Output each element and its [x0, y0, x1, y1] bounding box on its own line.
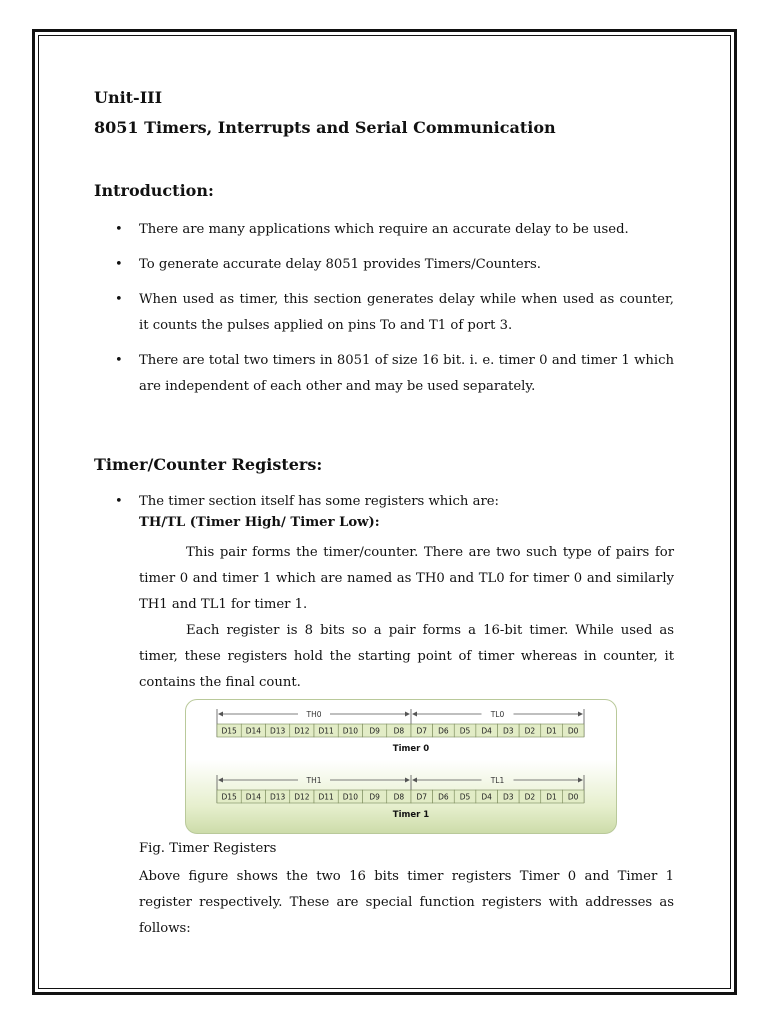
bit-label: D9	[369, 792, 380, 802]
low-register-label: TL1	[490, 776, 505, 785]
pair-description-paragraph: This pair forms the timer/counter. There are two such type of pairs for timer 0 and timer 1 which are named as TH0 and TL0 for timer 0 and similarly TH1 and TL1 for timer 1.	[139, 545, 674, 612]
bit-label: D1	[546, 726, 557, 736]
registers-heading: Timer/Counter Registers:	[94, 455, 323, 474]
list-item: • There are total two timers in 8051 of size 16 bit. i. e. timer 0 and timer 1 which are independent of each other and may be used separately.	[139, 348, 674, 400]
list-item: • When used as timer, this section generates delay while when used as counter, it counts the pulses applied on pins To and T1 of port 3.	[139, 287, 674, 339]
high-register-label: TH0	[306, 710, 322, 719]
bit-label: D2	[524, 726, 536, 736]
arrow-right-icon	[405, 778, 410, 783]
arrow-right-icon	[578, 712, 583, 717]
bit-label: D2	[524, 792, 536, 802]
chapter-title: 8051 Timers, Interrupts and Serial Communication	[94, 118, 556, 137]
bit-label: D15	[221, 726, 237, 736]
bit-label: D14	[245, 726, 262, 736]
bit-label: D14	[245, 792, 262, 802]
timer-registers-diagram	[186, 700, 617, 834]
timer-name-label: Timer 1	[392, 810, 430, 820]
arrow-left-icon	[412, 712, 417, 717]
bit-label: D5	[459, 726, 471, 736]
low-register-label: TL0	[490, 710, 505, 719]
bit-label: D15	[221, 792, 237, 802]
arrow-left-icon	[218, 778, 223, 783]
arrow-right-icon	[578, 778, 583, 783]
bit-label: D6	[438, 792, 449, 802]
bit-label: D7	[416, 726, 428, 736]
bit-label: D8	[393, 726, 405, 736]
timer-name-label: Timer 0	[392, 744, 430, 754]
bit-label: D3	[503, 792, 514, 802]
th-tl-subheading: TH/TL (Timer High/ Timer Low):	[139, 515, 380, 530]
arrow-left-icon	[218, 712, 223, 717]
introduction-list	[139, 217, 674, 409]
bit-label: D13	[269, 792, 286, 802]
bit-label: D11	[318, 726, 334, 736]
bit-label: D3	[503, 726, 514, 736]
bit-label: D4	[481, 726, 492, 736]
timer-registers-figure	[185, 699, 617, 834]
bit-label: D12	[294, 726, 310, 736]
bit-label: D5	[459, 792, 471, 802]
list-item: • There are many applications which require an accurate delay to be used.	[139, 217, 674, 243]
bit-label: D7	[416, 792, 428, 802]
bit-label: D11	[318, 792, 334, 802]
bit-label: D6	[438, 726, 449, 736]
register-size-paragraph: Each register is 8 bits so a pair forms a 16-bit timer. While used as timer, these registers hold the starting point of timer whereas in counter, it contains the final count.	[139, 623, 674, 690]
unit-heading: Unit-III	[94, 88, 163, 107]
introduction-heading: Introduction:	[94, 181, 214, 200]
bit-label: D12	[294, 792, 310, 802]
bit-label: D0	[567, 726, 579, 736]
bit-label: D10	[342, 792, 359, 802]
bit-label: D9	[369, 726, 380, 736]
bit-label: D10	[342, 726, 359, 736]
list-item: • The timer section itself has some registers which are:	[139, 489, 674, 515]
figure-caption: Fig. Timer Registers	[139, 841, 277, 856]
bit-label: D4	[481, 792, 492, 802]
bit-label: D0	[567, 792, 579, 802]
arrow-left-icon	[412, 778, 417, 783]
arrow-right-icon	[405, 712, 410, 717]
high-register-label: TH1	[306, 776, 322, 785]
bit-label: D8	[393, 792, 405, 802]
bit-label: D13	[269, 726, 286, 736]
bit-label: D1	[546, 792, 557, 802]
figure-explanation-paragraph: Above figure shows the two 16 bits timer registers Timer 0 and Timer 1 register respectively. These are special function registers with addresses as follows:	[139, 869, 674, 936]
list-item: • To generate accurate delay 8051 provides Timers/Counters.	[139, 252, 674, 278]
